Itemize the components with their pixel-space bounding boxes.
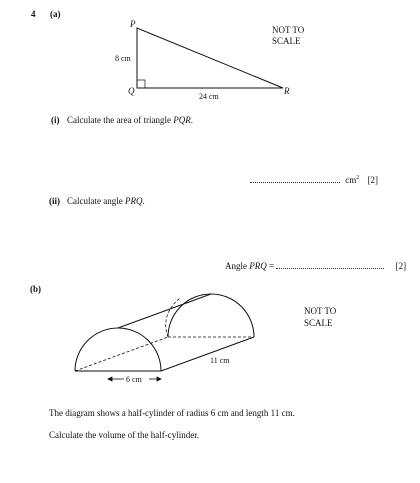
not-to-scale-b-line1: NOT TO	[304, 306, 337, 316]
part-b-label: (b)	[30, 284, 41, 294]
answer-ii-var: PRQ	[249, 261, 267, 271]
not-to-scale-a-line1: NOT TO	[272, 25, 305, 35]
side-pq-label: 8 cm	[115, 54, 131, 63]
part-ii-text-prefix: Calculate angle	[67, 196, 125, 206]
part-ii-label: (ii)	[49, 196, 60, 206]
not-to-scale-b-line2: SCALE	[304, 318, 333, 328]
side-qr-label: 24 cm	[199, 92, 219, 101]
part-ii-text-suffix: .	[142, 196, 145, 206]
back-arc	[168, 294, 254, 337]
answer-i-unit: cm	[345, 175, 357, 185]
part-a-label: (a)	[50, 9, 61, 19]
radius-label: 6 cm	[126, 375, 142, 384]
hidden-left-edge	[75, 337, 168, 371]
answer-ii-prefix: Angle	[225, 261, 250, 271]
part-ii-text-var: PRQ	[124, 196, 143, 206]
answer-i-unit-sup: 2	[356, 175, 360, 181]
part-i-text-prefix: Calculate the area of triangle	[67, 115, 174, 125]
top-edge	[118, 294, 211, 328]
part-b-description: The diagram shows a half-cylinder of radius 6 cm and length 11 cm.	[49, 408, 295, 418]
not-to-scale-a-line2: SCALE	[272, 36, 301, 46]
answer-i-marks: [2]	[367, 175, 378, 185]
question-number: 4	[31, 9, 36, 19]
part-i-label: (i)	[51, 115, 60, 125]
part-i-text-suffix: .	[190, 115, 193, 125]
part-b-instruction: Calculate the volume of the half-cylinder.	[49, 430, 199, 440]
front-arc	[75, 328, 161, 371]
right-bottom-edge	[161, 337, 254, 371]
answer-ii-marks: [2]	[395, 261, 407, 271]
part-i-text-var: PQR	[173, 115, 191, 125]
answer-ii-eq: =	[266, 261, 277, 271]
length-label: 11 cm	[210, 356, 230, 365]
vertex-r-label: R	[284, 86, 290, 96]
vertex-q-label: Q	[128, 86, 135, 96]
vertex-p-label: P	[130, 19, 136, 29]
